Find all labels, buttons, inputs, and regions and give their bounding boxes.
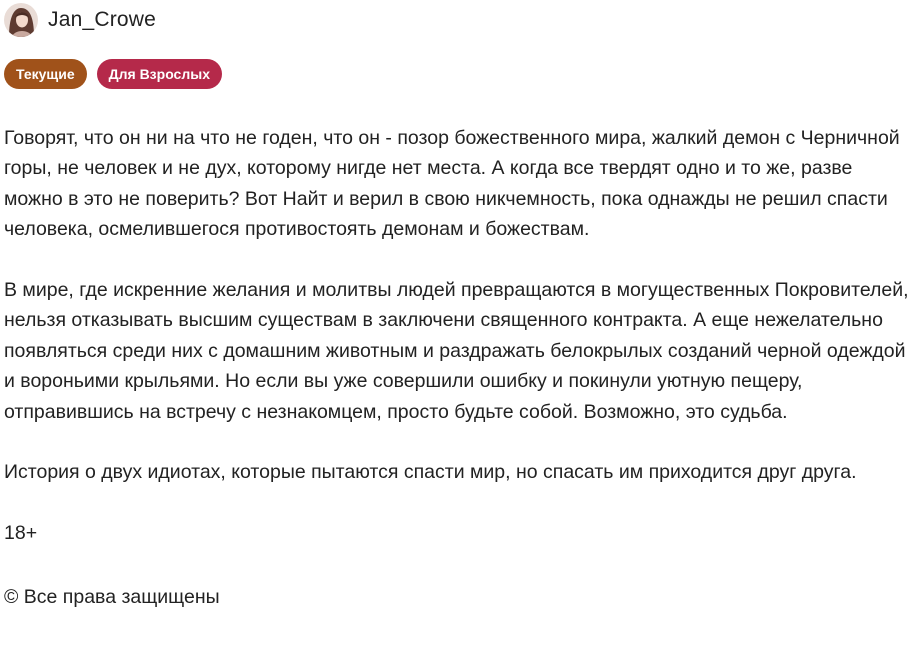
author-name[interactable]: Jan_Crowe bbox=[48, 8, 157, 31]
tag-current[interactable]: Текущие bbox=[4, 59, 87, 89]
story-description bbox=[4, 123, 916, 612]
copyright-notice: © Все права защищены bbox=[4, 585, 220, 608]
author-link[interactable] bbox=[4, 2, 156, 38]
age-rating: 18+ bbox=[4, 522, 38, 545]
author-avatar[interactable] bbox=[4, 3, 38, 37]
description-paragraph: В мире, где искренние желания и молитвы людей превращаются в могущественных Покровителей, нельзя отказывать высшим существам в заключени священного контракта. А еще нежелательно появляться среди них с домашним животным и раздражать белокрылых созданий черной одеждой и вороньими крыльями. Но если вы уже совершили ошибку и покинули уютную пещеру, отправившись на встречу с незнакомцем, просто будьте собой. Возможно, это судьба. bbox=[4, 279, 909, 423]
description-paragraph: История о двух идиотах, которые пытаются спасти мир, но спасать им приходится друг друга. bbox=[4, 461, 857, 484]
tag-adult[interactable]: Для Взрослых bbox=[97, 59, 222, 89]
tag-list bbox=[4, 59, 222, 89]
description-paragraph: Говорят, что он ни на что не годен, что он - позор божественного мира, жалкий демон с Черничной горы, не человек и не дух, которому нигде нет места. А когда все твердят одно и то же, разве можно в это не поверить? Вот Найт и верил в свою никчемность, пока однажды не решил спасти человека, осмелившегося противостоять демонам и божествам. bbox=[4, 127, 900, 241]
